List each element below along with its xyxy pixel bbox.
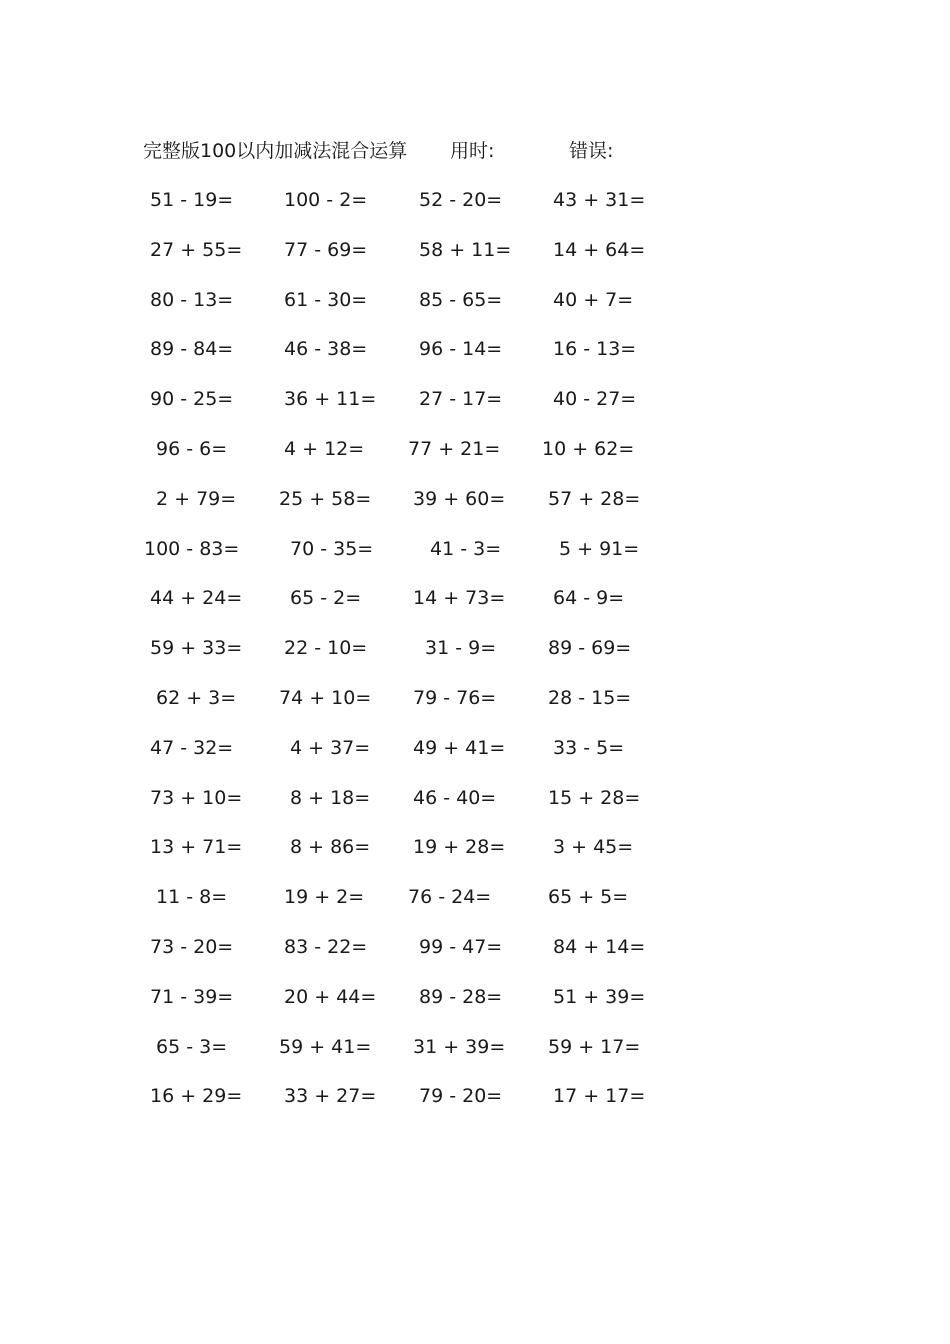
math-problem: 65 - 3= <box>156 1035 228 1058</box>
math-problem: 31 - 9= <box>425 637 497 660</box>
problem-row <box>0 384 950 434</box>
math-problem: 52 - 20= <box>419 189 503 211</box>
problem-row <box>0 434 950 484</box>
math-problem: 76 - 24= <box>408 886 492 909</box>
math-problem: 39 + 60= <box>413 487 506 510</box>
problem-row <box>0 1032 950 1082</box>
problem-row <box>0 583 950 633</box>
math-problem: 96 - 14= <box>419 338 503 361</box>
math-problem: 65 + 5= <box>548 886 629 909</box>
problem-row <box>0 733 950 783</box>
problem-row <box>0 484 950 534</box>
math-problem: 3 + 45= <box>553 836 634 859</box>
math-problem: 61 - 30= <box>284 288 368 311</box>
math-problem: 33 + 27= <box>284 1085 377 1108</box>
problem-row <box>0 185 950 235</box>
problem-row <box>0 235 950 285</box>
math-problem: 16 - 13= <box>553 338 637 361</box>
math-problem: 27 + 55= <box>150 238 243 261</box>
worksheet-title: 完整版100以内加减法混合运算 <box>143 140 408 162</box>
errors-label: 错误: <box>569 140 614 162</box>
problem-row <box>0 783 950 833</box>
math-problem: 46 - 38= <box>284 338 368 361</box>
math-problem: 89 - 28= <box>419 985 503 1008</box>
problem-row <box>0 285 950 335</box>
math-problem: 15 + 28= <box>548 786 641 809</box>
math-problem: 8 + 86= <box>290 836 371 859</box>
problem-row <box>0 1081 950 1131</box>
math-problem: 19 + 28= <box>413 836 506 859</box>
math-problem: 84 + 14= <box>553 935 646 958</box>
math-problem: 20 + 44= <box>284 985 377 1008</box>
math-problem: 40 + 7= <box>553 288 634 311</box>
math-problem: 65 - 2= <box>290 587 362 610</box>
math-problem: 62 + 3= <box>156 686 237 709</box>
math-problem: 80 - 13= <box>150 288 234 311</box>
math-problem: 57 + 28= <box>548 487 641 510</box>
math-problem: 31 + 39= <box>413 1035 506 1058</box>
math-problem: 79 - 20= <box>419 1085 503 1108</box>
math-problem: 28 - 15= <box>548 686 632 709</box>
math-problem: 36 + 11= <box>284 388 377 411</box>
math-problem: 13 + 71= <box>150 836 243 859</box>
math-problem: 89 - 69= <box>548 637 632 660</box>
math-problem: 17 + 17= <box>553 1085 646 1108</box>
math-problem: 85 - 65= <box>419 288 503 311</box>
problem-row <box>0 832 950 882</box>
math-problem: 46 - 40= <box>413 786 497 809</box>
math-problem: 25 + 58= <box>279 487 372 510</box>
math-problem: 73 + 10= <box>150 786 243 809</box>
math-problem: 33 - 5= <box>553 736 625 759</box>
math-problem: 14 + 64= <box>553 238 646 261</box>
math-problem: 19 + 2= <box>284 886 365 909</box>
math-problem: 100 - 83= <box>144 537 240 560</box>
math-problem: 73 - 20= <box>150 935 234 958</box>
math-problem: 71 - 39= <box>150 985 234 1008</box>
problem-row <box>0 334 950 384</box>
math-problem: 83 - 22= <box>284 935 368 958</box>
math-problem: 64 - 9= <box>553 587 625 610</box>
math-problem: 96 - 6= <box>156 437 228 460</box>
problem-grid <box>0 185 950 1131</box>
time-label: 用时: <box>450 140 495 162</box>
problem-row <box>0 534 950 584</box>
math-problem: 59 + 41= <box>279 1035 372 1058</box>
math-problem: 77 - 69= <box>284 238 368 261</box>
math-problem: 40 - 27= <box>553 388 637 411</box>
math-problem: 51 + 39= <box>553 985 646 1008</box>
problem-row <box>0 932 950 982</box>
math-problem: 8 + 18= <box>290 786 371 809</box>
math-problem: 4 + 12= <box>284 437 365 460</box>
math-problem: 44 + 24= <box>150 587 243 610</box>
math-problem: 90 - 25= <box>150 388 234 411</box>
math-problem: 100 - 2= <box>284 189 368 211</box>
math-problem: 43 + 31= <box>553 189 646 211</box>
math-problem: 49 + 41= <box>413 736 506 759</box>
worksheet-header <box>143 136 663 166</box>
math-problem: 51 - 19= <box>150 189 234 211</box>
math-problem: 27 - 17= <box>419 388 503 411</box>
math-problem: 59 + 33= <box>150 637 243 660</box>
math-problem: 4 + 37= <box>290 736 371 759</box>
math-problem: 59 + 17= <box>548 1035 641 1058</box>
math-problem: 41 - 3= <box>430 537 502 560</box>
math-problem: 5 + 91= <box>559 537 640 560</box>
math-problem: 2 + 79= <box>156 487 237 510</box>
math-problem: 10 + 62= <box>542 437 635 460</box>
math-problem: 74 + 10= <box>279 686 372 709</box>
math-problem: 77 + 21= <box>408 437 501 460</box>
math-problem: 22 - 10= <box>284 637 368 660</box>
math-problem: 11 - 8= <box>156 886 228 909</box>
math-problem: 89 - 84= <box>150 338 234 361</box>
math-problem: 47 - 32= <box>150 736 234 759</box>
math-problem: 79 - 76= <box>413 686 497 709</box>
problem-row <box>0 882 950 932</box>
math-problem: 70 - 35= <box>290 537 374 560</box>
math-problem: 58 + 11= <box>419 238 512 261</box>
math-problem: 16 + 29= <box>150 1085 243 1108</box>
math-problem: 99 - 47= <box>419 935 503 958</box>
problem-row <box>0 633 950 683</box>
math-problem: 14 + 73= <box>413 587 506 610</box>
problem-row <box>0 683 950 733</box>
problem-row <box>0 982 950 1032</box>
